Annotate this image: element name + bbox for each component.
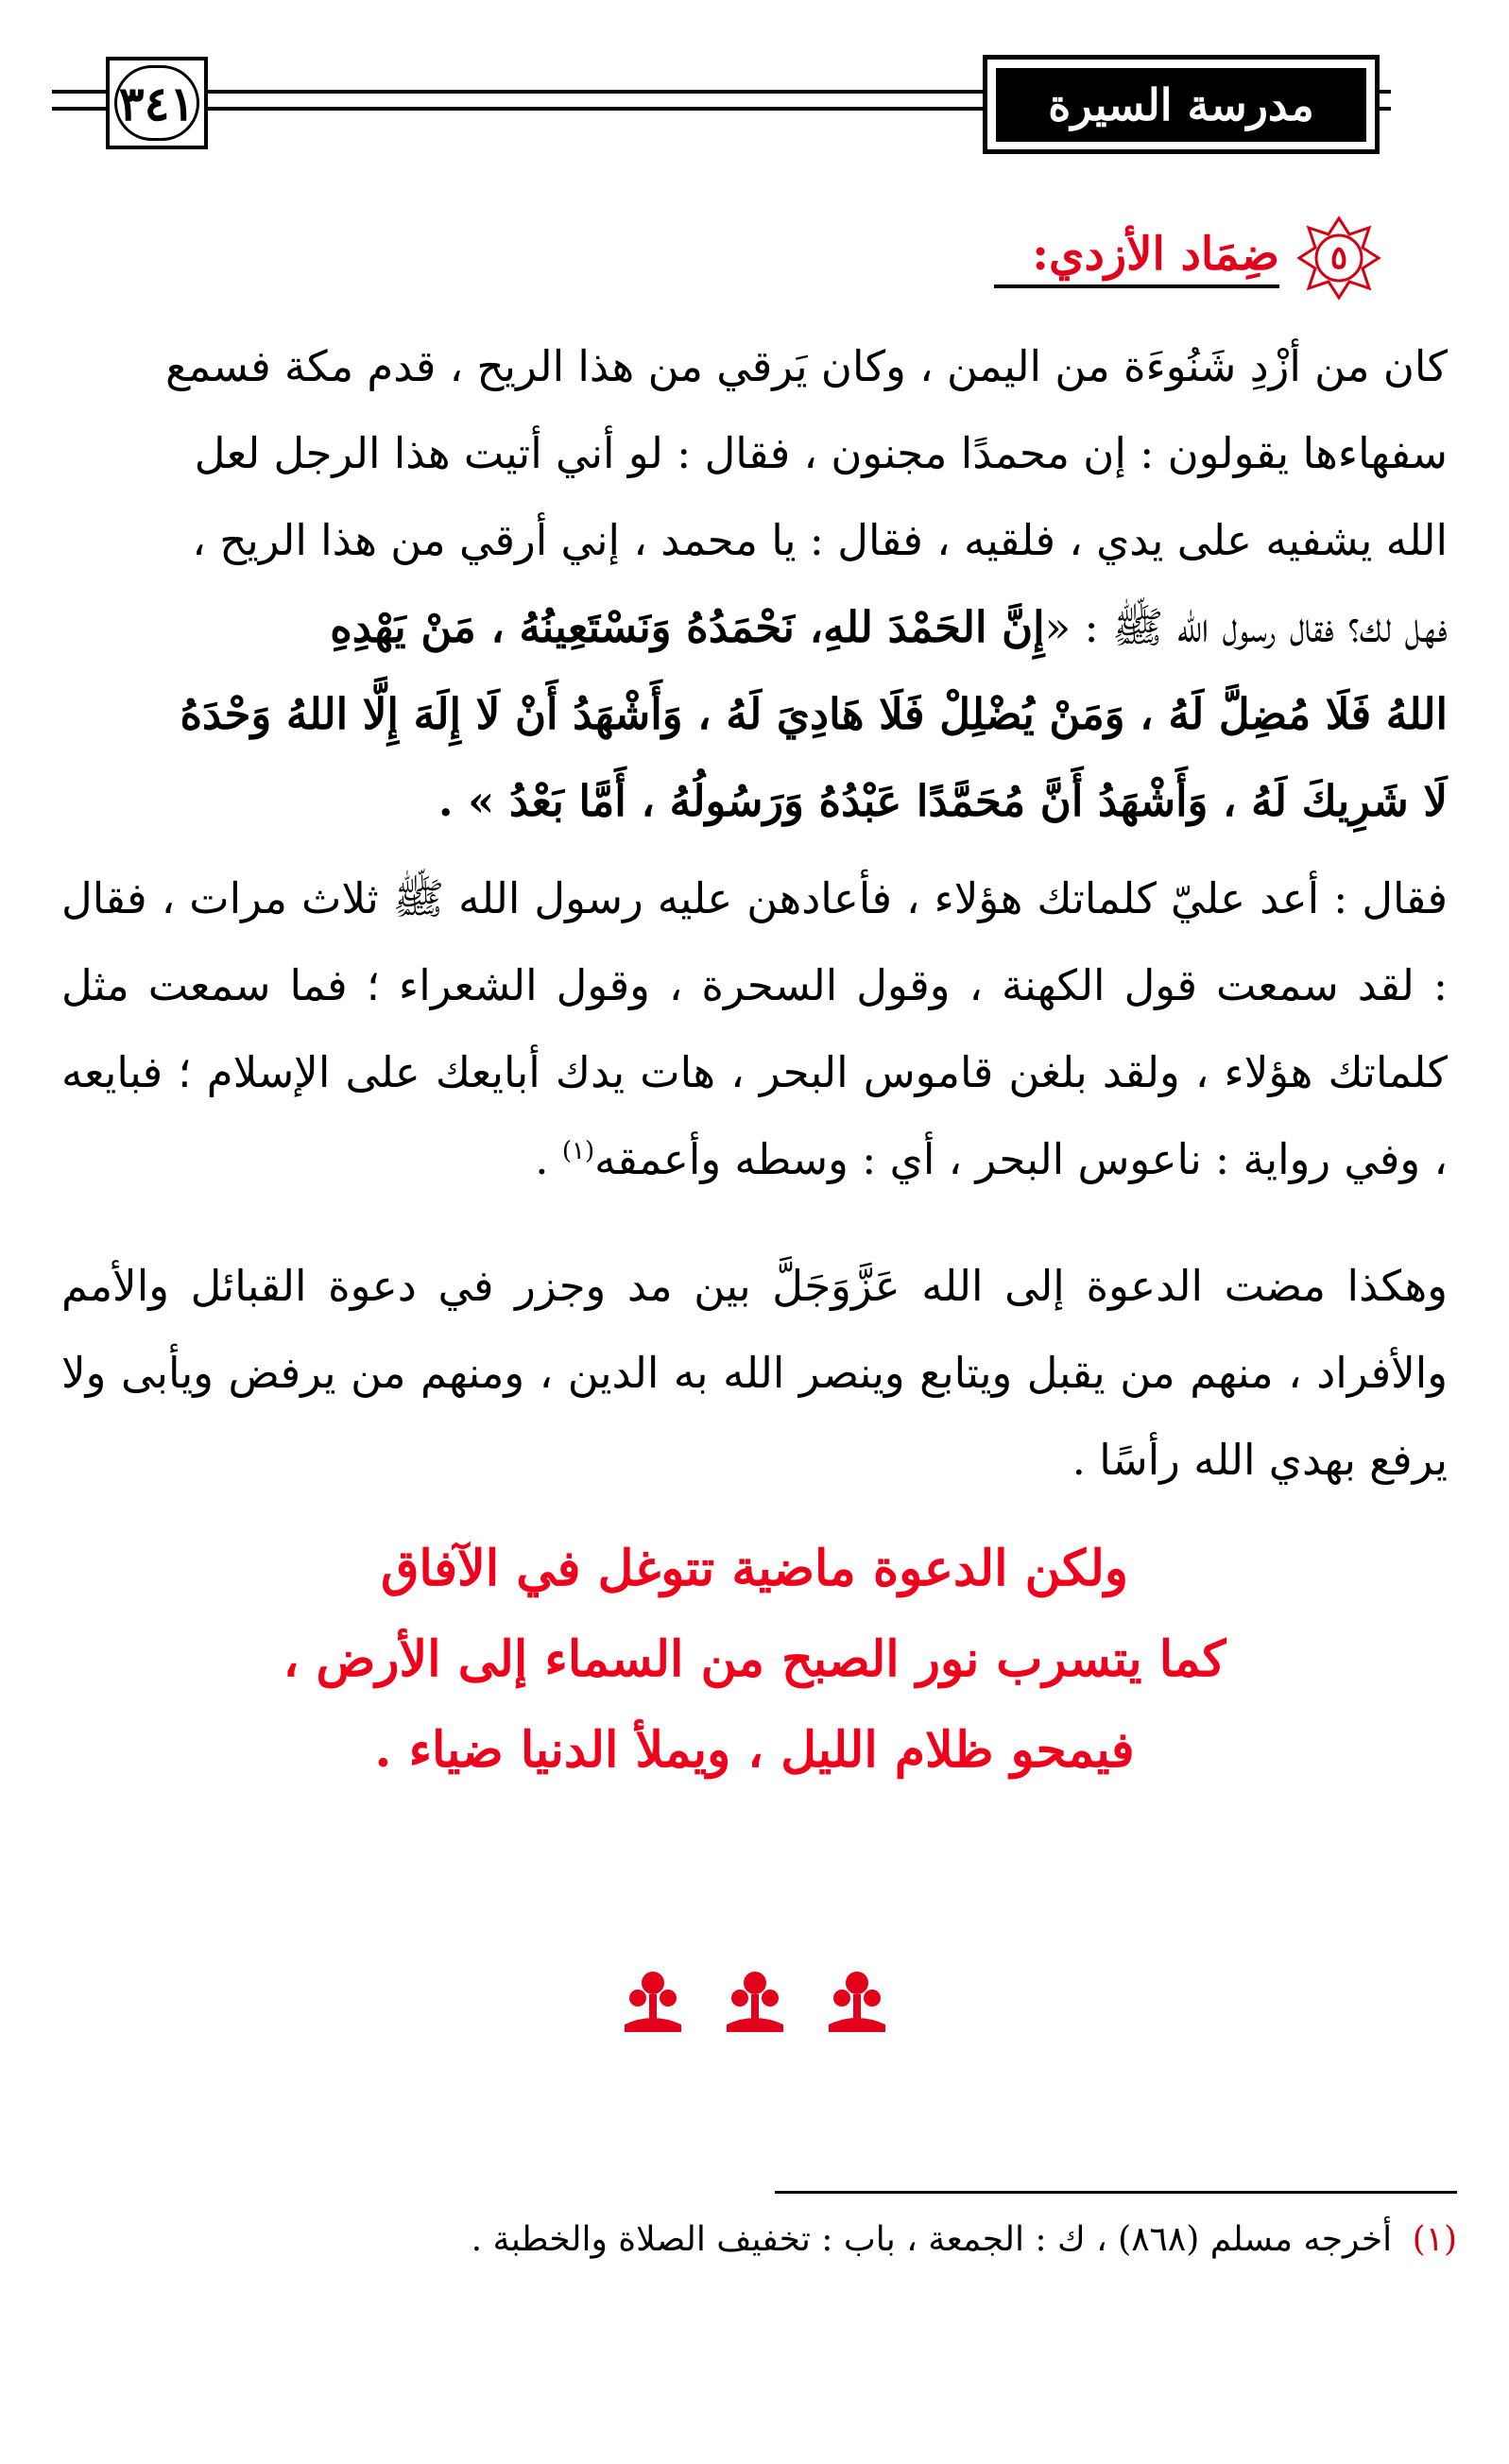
closing-line: ولكن الدعوة ماضية تتوغل في الآفاق: [381, 1540, 1128, 1597]
text-line: الله يشفيه على يدي ، فلقيه ، فقال : يا محمد ، إني أرقي من هذا الريح ،: [192, 515, 1448, 565]
closing-statement: [76, 1524, 1433, 1796]
floral-ornament-icon: [615, 1966, 691, 2037]
paragraph-3: وهكذا مضت الدعوة إلى الله عَزَّوَجَلَّ بين مد وجزر في دعوة القبائل والأمم والأفراد ، منهم من يقبل ويتابع وينصر الله به الدين ، ومنهم من يرفض ويأبى ولا يرفع بهدي الله رأسًا .: [61, 1261, 1448, 1485]
section-number-marker: [1296, 215, 1381, 301]
footnote: [472, 2212, 1457, 2268]
running-title-frame: [983, 55, 1380, 154]
paragraph-2-text: فقال : أعد عليّ كلماتك هؤلاء ، فأعادهن عليه رسول الله ﷺ ثلاث مرات ، فقال : لقد سمعت قول الكهنة ، وقول السحرة ، وقول الشعراء ؛ فما سمعت مثل كلماتك هؤلاء ، ولقد بلغن قاموس البحر ، هات يدك أبايعك على الإسلام ؛ فبايعه ، وفي رواية : ناعوس البحر ، أي : وسطه وأعمقه: [61, 873, 1448, 1184]
text-line: سفهاءها يقولون : إن محمدًا مجنون ، فقال : لو أني أتيت هذا الرجل لعل: [194, 428, 1448, 478]
hadith-quote: إِنَّ الحَمْدَ للهِ، نَحْمَدُهُ وَنَسْتَعِينُهُ ، مَنْ يَهْدِهِ: [330, 602, 1045, 652]
footnote-text: أخرجه مسلم (٨٦٨) ، ك : الجمعة ، باب : تخفيف الصلاة والخطبة .: [471, 2220, 1393, 2259]
floral-ornament-icon: [819, 1966, 895, 2037]
text-line: كان من أزْدِ شَنُوءَة من اليمن ، وكان يَرقي من هذا الريح ، قدم مكة فسمع: [165, 341, 1448, 391]
hadith-quote-line: لَا شَرِيكَ لَهُ ، وَأَشْهَدُ أَنَّ مُحَمَّدًا عَبْدُهُ وَرَسُولُهُ ، أَمَّا بَعْدُ » .: [437, 776, 1448, 826]
ornament-row: [0, 1966, 1509, 2037]
footnote-rule: [775, 2191, 1457, 2194]
floral-ornament-icon: [717, 1966, 793, 2037]
footnote-marker: (١): [561, 1137, 595, 1165]
section-title: ضِمَاد الأزدي:: [994, 228, 1279, 288]
section-heading: [994, 215, 1381, 301]
hadith-quote-line: اللهُ فَلَا مُضِلَّ لَهُ ، وَمَنْ يُضْلِلْ فَلَا هَادِيَ لَهُ ، وَأَشْهَدُ أَنْ لَا إِلَهَ إِلَّا اللهُ وَحْدَهُ: [180, 689, 1448, 739]
page-number-frame: [106, 57, 208, 149]
text-lead: فهل لك؟ فقال رسول الله ﷺ : «: [1044, 602, 1448, 652]
page-number: ٣٤١: [114, 65, 199, 141]
paragraph-1: [61, 323, 1448, 845]
running-title: مدرسة السيرة: [996, 68, 1366, 142]
footnote-number: (١): [1412, 2220, 1457, 2259]
section-number: ٥: [1329, 239, 1348, 277]
closing-line: كما يتسرب نور الصبح من السماء إلى الأرض ،: [283, 1630, 1226, 1688]
text-line: [61, 584, 1448, 671]
paragraph-2: [61, 855, 1448, 1203]
paragraph-2-end: .: [535, 1134, 562, 1184]
closing-line: فيمحو ظلام الليل ، ويملأ الدنيا ضياء .: [374, 1721, 1135, 1779]
